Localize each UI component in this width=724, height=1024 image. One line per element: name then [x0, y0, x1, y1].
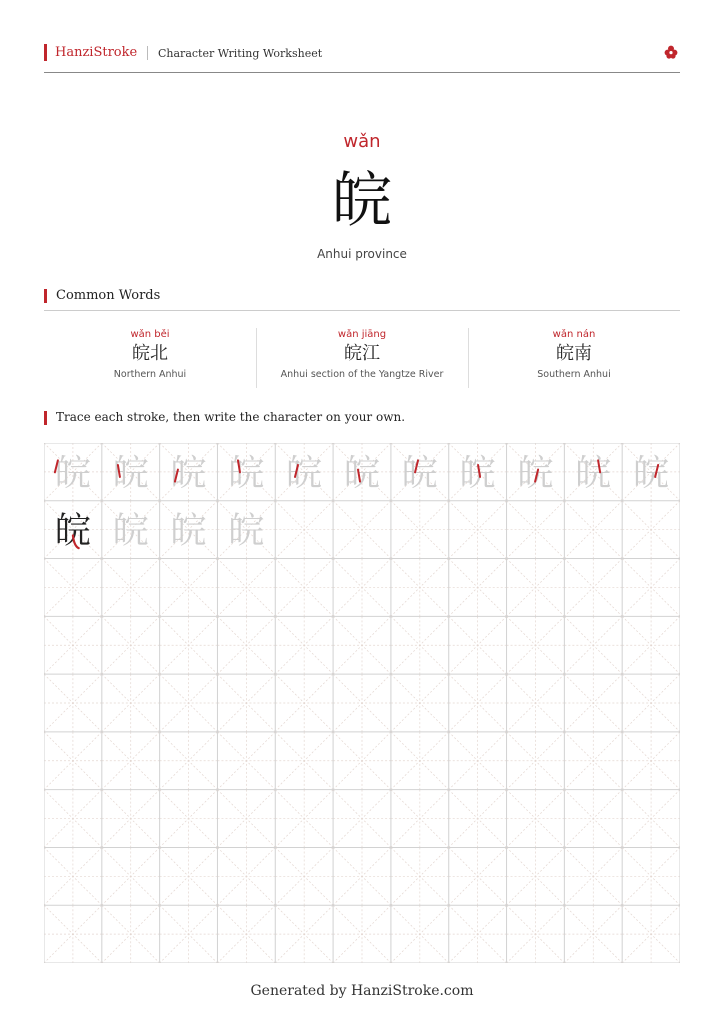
trace-character: 皖 — [170, 510, 207, 552]
stroke-order-guide: 皖 — [170, 452, 207, 494]
word-hanzi: 皖南 — [556, 343, 592, 364]
trace-character: 皖 — [112, 510, 149, 552]
character-hanzi: 皖 — [332, 166, 392, 236]
stroke-order-guide: 皖 — [54, 452, 91, 494]
word-meaning: Northern Anhui — [113, 369, 187, 380]
word-pinyin: wǎn nán — [552, 329, 596, 340]
word-item — [468, 327, 680, 389]
stroke-order-guide: 皖 — [286, 452, 323, 494]
stroke-order-guide: 皖 — [228, 452, 265, 494]
practice-instruction-text: Trace each stroke, then write the character on your own. — [56, 410, 406, 424]
page-header — [44, 44, 680, 73]
word-meaning: Anhui section of the Yangtze River — [280, 369, 444, 380]
stroke-order-guide: 皖 — [575, 452, 612, 494]
section-divider — [44, 310, 680, 311]
common-words-list — [44, 327, 680, 389]
word-hanzi: 皖北 — [132, 343, 168, 364]
character-pinyin: wǎn — [343, 131, 381, 152]
stroke-order-guide: 皖 — [459, 452, 496, 494]
stroke-order-guide: 皖 — [343, 452, 381, 494]
word-meaning: Southern Anhui — [537, 369, 611, 380]
stroke-order-guide: 皖 — [633, 452, 670, 494]
stroke-order-guide: 皖 — [401, 452, 438, 494]
trace-character: 皖 — [228, 510, 265, 552]
section-accent-bar — [44, 289, 47, 303]
worksheet-title: Character Writing Worksheet — [158, 47, 323, 60]
header-divider — [147, 46, 148, 60]
section-accent-bar — [44, 411, 47, 425]
word-item — [44, 327, 256, 389]
brand-name[interactable]: HanziStroke — [55, 45, 138, 60]
practice-grid-svg[interactable] — [44, 443, 680, 963]
stroke-order-complete: 皖 — [54, 510, 91, 552]
character-meaning: Anhui province — [317, 247, 407, 261]
flower-icon — [664, 45, 678, 59]
word-item — [256, 327, 468, 389]
stroke-order-guide: 皖 — [112, 452, 149, 494]
brand-accent-bar — [44, 44, 47, 61]
common-words-heading: Common Words — [56, 288, 161, 303]
word-pinyin: wǎn jiāng — [337, 329, 387, 340]
word-pinyin: wǎn běi — [130, 329, 170, 340]
practice-grid[interactable] — [44, 443, 680, 963]
stroke-order-guide: 皖 — [517, 452, 554, 494]
footer-credit: Generated by HanziStroke.com — [250, 983, 474, 999]
word-hanzi: 皖江 — [344, 343, 380, 364]
